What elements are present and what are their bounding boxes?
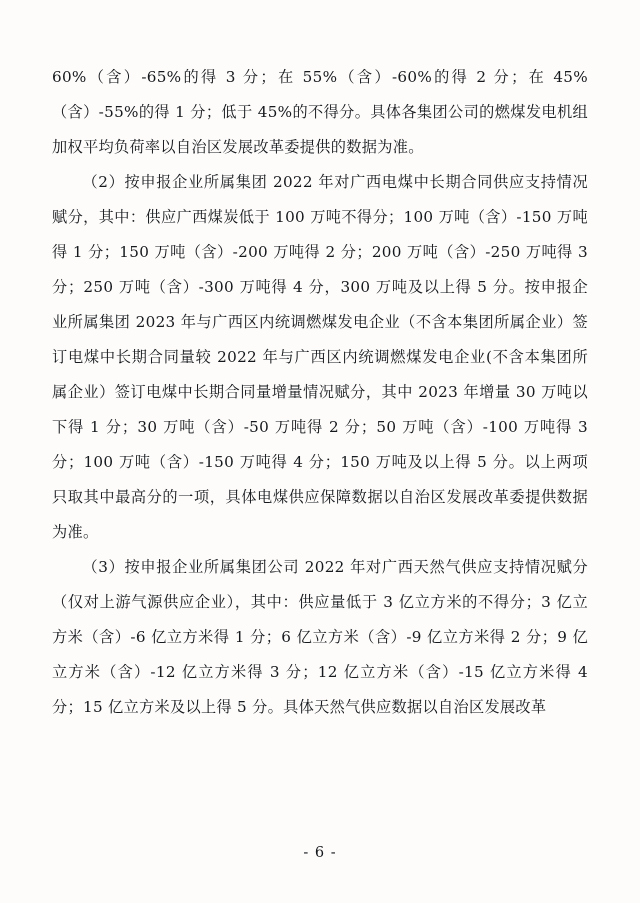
- paragraph-item-2: （2）按申报企业所属集团 2022 年对广西电煤中长期合同供应支持情况赋分，其中：供应广西煤炭低于 100 万吨不得分；100 万吨（含）-150 万吨得 1 分；150 万吨（含）-200 万吨得 2 分；200 万吨（含）-250 万吨得 3 分；250 万吨（含）-300 万吨得 4 分，300 万吨及以上得 5 分。按申报企业所属集团 2023 年与广西区内统调燃煤发电企业（不含本集团所属企业）签订电煤中长期合同量较 2022 年与广西区内统调燃煤发电企业(不含本集团所属企业）签订电煤中长期合同量增量情况赋分，其中 2023 年增量 30 万吨以下得 1 分；30 万吨（含）-50 万吨得 2 分；50 万吨（含）-100 万吨得 3 分；100 万吨（含）-150 万吨得 4 分；150 万吨及以上得 5 分。以上两项只取其中最高分的一项，具体电煤供应保障数据以自治区发展改革委提供数据为准。: [52, 173, 588, 541]
- paragraph-item-3: （3）按申报企业所属集团公司 2022 年对广西天然气供应支持情况赋分（仅对上游气源供应企业），其中：供应量低于 3 亿立方米的不得分；3 亿立方米（含）-6 亿立方米得 1 分；6 亿立方米（含）-9 亿立方米得 2 分；9 亿立方米（含）-12 亿立方米得 3 分；12 亿立方米（含）-15 亿立方米得 4 分；15 亿立方米及以上得 5 分。具体天然气供应数据以自治区发展改革: [52, 558, 588, 716]
- paragraph-continued: 60%（含）-65%的得 3 分；在 55%（含）-60%的得 2 分；在 45%（含）-55%的得 1 分；低于 45%的不得分。具体各集团公司的燃煤发电机组加权平均负荷率以自治区发展改革委提供的数据为准。: [52, 68, 588, 156]
- document-body: [52, 60, 588, 725]
- page-number: - 6 -: [303, 845, 337, 861]
